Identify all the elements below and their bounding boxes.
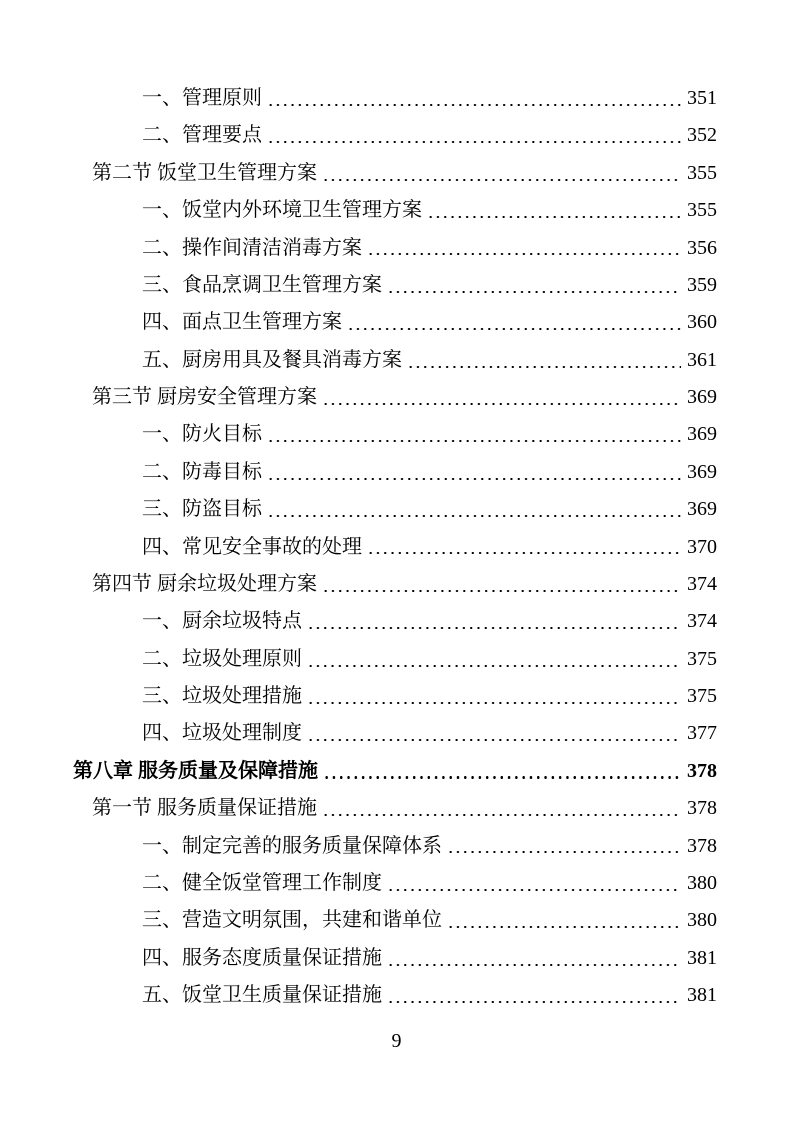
toc-entry-page-number: 378 — [687, 797, 717, 820]
dot-leader — [427, 192, 681, 229]
toc-entry-title: 第四节 厨余垃圾处理方案 — [92, 572, 317, 595]
toc-entry-page-number: 378 — [687, 759, 717, 782]
toc-entry — [73, 641, 717, 678]
toc-entry — [73, 603, 717, 640]
toc-entry-title: 四、服务态度质量保证措施 — [142, 946, 382, 969]
toc-entry-page-number: 374 — [687, 610, 717, 633]
toc-entry-title: 四、面点卫生管理方案 — [142, 311, 342, 334]
toc-entry-page-number: 359 — [687, 273, 717, 296]
toc-entry-title: 第二节 饭堂卫生管理方案 — [92, 161, 317, 184]
toc-entry-title: 第三节 厨房安全管理方案 — [92, 386, 317, 408]
dot-leader — [322, 790, 681, 827]
toc-entry — [73, 155, 717, 192]
toc-entry-title: 三、垃圾处理措施 — [142, 685, 302, 707]
dot-leader — [307, 715, 681, 752]
toc-entry-title: 二、操作间清洁消毒方案 — [142, 236, 362, 259]
toc-entry-title: 第八章 服务质量及保障措施 — [73, 759, 318, 782]
dot-leader — [387, 940, 681, 977]
toc-entry-page-number: 361 — [687, 348, 717, 371]
toc-entry-title: 五、厨房用具及餐具消毒方案 — [142, 348, 402, 371]
toc-entry — [73, 416, 717, 453]
toc-entry-title: 四、常见安全事故的处理 — [142, 535, 362, 558]
toc-entry-page-number: 355 — [687, 161, 717, 184]
dot-leader — [267, 491, 681, 528]
toc-entry-title: 一、厨余垃圾特点 — [142, 610, 302, 633]
toc-entry — [73, 80, 717, 117]
table-of-contents — [73, 80, 717, 1014]
page-footer — [0, 1029, 793, 1053]
toc-entry-page-number: 355 — [687, 199, 717, 222]
toc-entry — [73, 529, 717, 566]
toc-entry — [73, 379, 717, 416]
dot-leader — [387, 865, 681, 902]
toc-entry-page-number: 360 — [687, 311, 717, 334]
toc-entry — [73, 678, 717, 715]
toc-entry-title: 三、营造文明氛围，共建和谐单位 — [142, 909, 442, 932]
toc-entry-title: 二、垃圾处理原则 — [142, 647, 302, 670]
dot-leader — [347, 304, 681, 341]
toc-entry-page-number: 356 — [687, 236, 717, 259]
dot-leader — [447, 902, 681, 939]
dot-leader — [322, 155, 681, 192]
toc-entry-page-number: 380 — [687, 909, 717, 932]
dot-leader — [323, 753, 681, 790]
dot-leader — [367, 529, 681, 566]
toc-entry — [73, 342, 717, 379]
toc-entry — [73, 753, 717, 790]
toc-entry — [73, 267, 717, 304]
dot-leader — [267, 80, 681, 117]
dot-leader — [267, 117, 681, 154]
toc-entry-page-number: 381 — [687, 984, 717, 1006]
dot-leader — [387, 977, 681, 1014]
toc-entry — [73, 828, 717, 865]
toc-entry-page-number: 369 — [687, 460, 717, 483]
toc-entry-page-number: 351 — [687, 87, 717, 109]
dot-leader — [322, 379, 681, 416]
toc-entry — [73, 491, 717, 528]
toc-entry-title: 一、管理原则 — [142, 87, 262, 109]
toc-entry-title: 三、防盗目标 — [142, 498, 262, 521]
page-number: 9 — [391, 1030, 402, 1052]
toc-entry-page-number: 380 — [687, 871, 717, 894]
toc-entry-title: 一、制定完善的服务质量保障体系 — [142, 834, 442, 857]
toc-entry — [73, 117, 717, 154]
dot-leader — [407, 342, 681, 379]
toc-entry-page-number: 381 — [687, 946, 717, 969]
toc-entry — [73, 940, 717, 977]
toc-entry-page-number: 375 — [687, 647, 717, 670]
dot-leader — [267, 454, 681, 491]
toc-entry-page-number: 375 — [687, 685, 717, 707]
toc-entry-title: 三、食品烹调卫生管理方案 — [142, 273, 382, 296]
dot-leader — [367, 230, 681, 267]
toc-entry-title: 二、管理要点 — [142, 124, 262, 147]
toc-entry-page-number: 377 — [687, 722, 717, 745]
toc-entry — [73, 454, 717, 491]
toc-entry-page-number: 369 — [687, 423, 717, 446]
toc-entry-page-number: 374 — [687, 572, 717, 595]
dot-leader — [307, 641, 681, 678]
toc-entry — [73, 192, 717, 229]
toc-entry-title: 二、健全饭堂管理工作制度 — [142, 871, 382, 894]
toc-entry-page-number: 369 — [687, 386, 717, 408]
toc-entry — [73, 790, 717, 827]
dot-leader — [447, 828, 681, 865]
toc-entry-title: 一、防火目标 — [142, 423, 262, 446]
toc-entry-title: 第一节 服务质量保证措施 — [92, 797, 317, 820]
toc-entry-title: 二、防毒目标 — [142, 460, 262, 483]
toc-entry — [73, 566, 717, 603]
toc-entry-title: 一、饭堂内外环境卫生管理方案 — [142, 199, 422, 222]
dot-leader — [387, 267, 681, 304]
toc-entry-page-number: 370 — [687, 535, 717, 558]
dot-leader — [307, 678, 681, 715]
toc-entry-title: 四、垃圾处理制度 — [142, 722, 302, 745]
toc-entry-title: 五、饭堂卫生质量保证措施 — [142, 984, 382, 1006]
toc-entry-page-number: 378 — [687, 834, 717, 857]
toc-entry — [73, 865, 717, 902]
toc-entry — [73, 304, 717, 341]
dot-leader — [267, 416, 681, 453]
toc-entry — [73, 715, 717, 752]
toc-entry-page-number: 369 — [687, 498, 717, 521]
toc-entry — [73, 902, 717, 939]
toc-entry-page-number: 352 — [687, 124, 717, 147]
toc-entry — [73, 977, 717, 1014]
dot-leader — [322, 566, 681, 603]
dot-leader — [307, 603, 681, 640]
toc-entry — [73, 230, 717, 267]
